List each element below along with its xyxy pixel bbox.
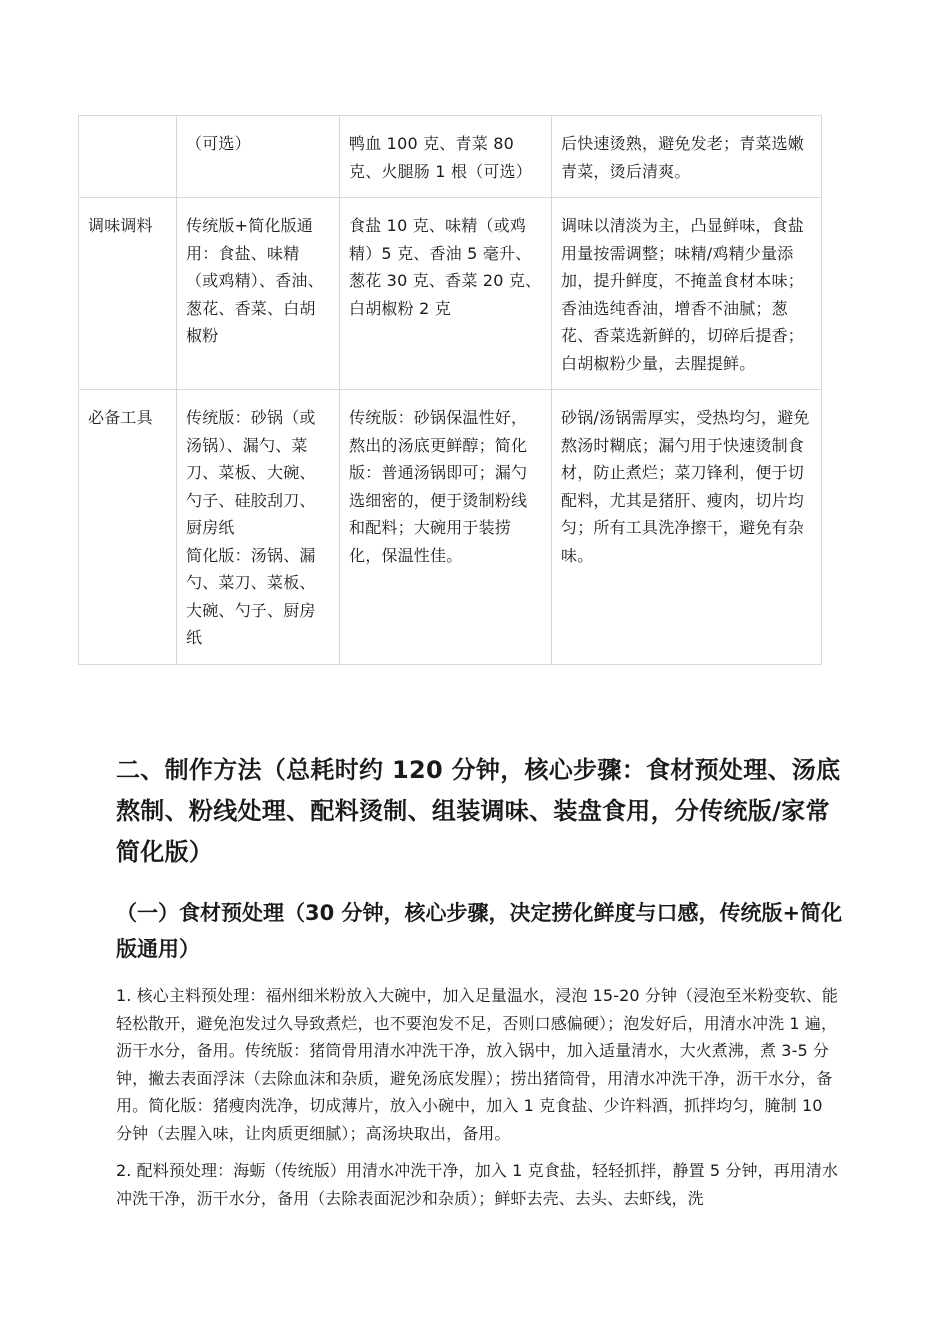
table-cell-category: 调味调料 — [79, 198, 177, 390]
table-cell-category — [79, 116, 177, 198]
simplified-tools-text: 简化版：汤锅、漏勺、菜刀、菜板、大碗、勺子、厨房纸 — [186, 545, 316, 647]
table-cell-amounts: 传统版：砂锅保温性好，熬出的汤底更鲜醇；简化版：普通汤锅即可；漏勺选细密的，便于烫制粉线和配料；大碗用于装捞化，保温性佳。 — [340, 390, 552, 665]
table-cell-items — [177, 390, 340, 665]
ingredients-tools-table — [78, 115, 822, 665]
table-cell-notes: 砂锅/汤锅需厚实，受热均匀，避免熬汤时糊底；漏勺用于快速烫制食材，防止煮烂；菜刀锋利，便于切配料，尤其是猪肝、瘦肉，切片均匀；所有工具洗净擦干，避免有杂味。 — [552, 390, 822, 665]
subsection-heading: （一）食材预处理（30 分钟，核心步骤，决定捞化鲜度与口感，传统版+简化版通用） — [116, 901, 843, 961]
body-paragraph: 2. 配料预处理：海蛎（传统版）用清水冲洗干净，加入 1 克食盐，轻轻抓拌，静置 5 分钟，再用清水冲洗干净，沥干水分，备用（去除表面泥沙和杂质）；鲜虾去壳、去头、去虾线，洗 — [116, 1161, 839, 1208]
table-cell-items: （可选） — [177, 116, 340, 198]
table-cell-notes: 调味以清淡为主，凸显鲜味，食盐用量按需调整；味精/鸡精少量添加，提升鲜度，不掩盖食材本味；香油选纯香油，增香不油腻；葱花、香菜选新鲜的，切碎后提香；白胡椒粉少量，去腥提鲜。 — [552, 198, 822, 390]
table-cell-amounts: 鸭血 100 克、青菜 80 克、火腿肠 1 根（可选） — [340, 116, 552, 198]
body-paragraph: 1. 核心主料预处理：福州细米粉放入大碗中，加入足量温水，浸泡 15-20 分钟（浸泡至米粉变软、能轻松散开，避免泡发过久导致煮烂，也不要泡发不足，否则口感偏硬）；泡发好后，用清水冲洗 1 遍，沥干水分，备用。传统版：猪筒骨用清水冲洗干净，放入锅中，加入适量清水，大火煮沸，煮 3-5 分钟，撇去表面浮沫（去除血沫和杂质，避免汤底发腥）；捞出猪筒骨，用清水冲洗干净，沥干水分，备用。简化版：猪瘦肉洗净，切成薄片，放入小碗中，加入 1 克食盐、少许料酒，抓拌均匀，腌制 10 分钟（去腥入味，让肉质更细腻）；高汤块取出，备用。 — [116, 986, 839, 1143]
table-cell-notes: 后快速烫熟，避免发老；青菜选嫩青菜，烫后清爽。 — [552, 116, 822, 198]
table-cell-category: 必备工具 — [79, 390, 177, 665]
section-heading: 二、制作方法（总耗时约 120 分钟，核心步骤：食材预处理、汤底熬制、粉线处理、配料烫制、组装调味、装盘食用，分传统版/家常简化版） — [116, 756, 841, 866]
traditional-tools-text: 传统版：砂锅（或汤锅）、漏勺、菜刀、菜板、大碗、勺子、硅胶刮刀、厨房纸 — [186, 408, 316, 537]
table-cell-items: 传统版+简化版通用：食盐、味精（或鸡精）、香油、葱花、香菜、白胡椒粉 — [177, 198, 340, 390]
table-cell-amounts: 食盐 10 克、味精（或鸡精）5 克、香油 5 毫升、葱花 30 克、香菜 20 克、白胡椒粉 2 克 — [340, 198, 552, 390]
table-row — [79, 116, 822, 198]
table-row — [79, 390, 822, 665]
table-row — [79, 198, 822, 390]
